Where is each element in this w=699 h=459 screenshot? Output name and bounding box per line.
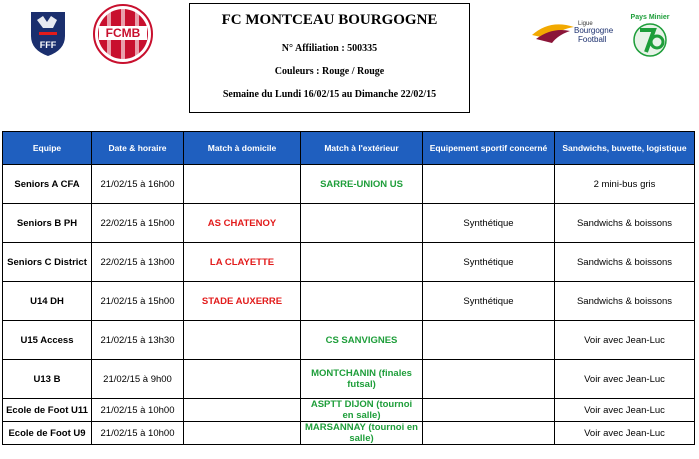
ligue-line3: Football [578, 35, 607, 44]
table-row [3, 399, 695, 422]
equipment-cell [423, 399, 555, 422]
fff-logo [27, 8, 69, 58]
column-header-away: Match à l'extérieur [301, 132, 423, 165]
logistics-cell: Voir avec Jean-Luc [555, 360, 695, 399]
table-row [3, 204, 695, 243]
logistics-cell: Sandwichs & boissons [555, 204, 695, 243]
logistics-cell: Sandwichs & boissons [555, 282, 695, 321]
away-match-cell: SARRE-UNION US [301, 165, 423, 204]
logistics-cell: Sandwichs & boissons [555, 243, 695, 282]
home-match-cell [184, 360, 301, 399]
column-header-equipment: Equipement sportif concerné [423, 132, 555, 165]
fcmb-logo-text: FCMB [105, 26, 141, 40]
fcmb-logo [93, 4, 153, 64]
date-cell: 21/02/15 à 10h00 [92, 399, 184, 422]
logistics-cell: 2 mini-bus gris [555, 165, 695, 204]
away-match-cell: CS SANVIGNES [301, 321, 423, 360]
date-cell: 21/02/15 à 10h00 [92, 422, 184, 445]
colors-line: Couleurs : Rouge / Rouge [274, 66, 385, 77]
logistics-cell: Voir avec Jean-Luc [555, 321, 695, 360]
away-match-cell: MARSANNAY (tournoi en salle) [301, 422, 423, 445]
pays-minier-text: Pays Minier [630, 14, 670, 21]
away-match-cell: ASPTT DIJON (tournoi en salle) [301, 399, 423, 422]
date-cell: 21/02/15 à 13h30 [92, 321, 184, 360]
header-box [189, 3, 470, 113]
column-header-home: Match à domicile [184, 132, 301, 165]
date-cell: 22/02/15 à 13h00 [92, 243, 184, 282]
week-line: Semaine du Lundi 16/02/15 au Dimanche 22/02/15 [222, 89, 437, 100]
team-cell: U15 Access [3, 321, 92, 360]
team-cell: Ecole de Foot U11 [3, 399, 92, 422]
equipment-cell [423, 360, 555, 399]
date-cell: 21/02/15 à 9h00 [92, 360, 184, 399]
away-match-cell: MONTCHANIN (finales futsal) [301, 360, 423, 399]
equipment-cell: Synthétique [423, 204, 555, 243]
equipment-cell: Synthétique [423, 282, 555, 321]
table-row [3, 422, 695, 445]
column-header-logistics: Sandwichs, buvette, logistique [555, 132, 695, 165]
table-row [3, 282, 695, 321]
equipment-cell [423, 165, 555, 204]
fff-logo-text: FFF [39, 40, 57, 50]
equipment-cell [423, 422, 555, 445]
table-header-row [3, 132, 695, 165]
column-header-date: Date & horaire [92, 132, 184, 165]
home-match-cell [184, 422, 301, 445]
ligue-bourgogne-logo [530, 17, 614, 45]
affiliation-line: N° Affiliation : 500335 [281, 43, 378, 54]
logistics-cell: Voir avec Jean-Luc [555, 399, 695, 422]
equipment-cell: Synthétique [423, 243, 555, 282]
logistics-cell: Voir avec Jean-Luc [555, 422, 695, 445]
date-cell: 21/02/15 à 15h00 [92, 282, 184, 321]
team-cell: Ecole de Foot U9 [3, 422, 92, 445]
team-cell: Seniors A CFA [3, 165, 92, 204]
home-match-cell: STADE AUXERRE [184, 282, 301, 321]
date-cell: 22/02/15 à 15h00 [92, 204, 184, 243]
table-row [3, 243, 695, 282]
pays-minier-logo [624, 12, 676, 60]
home-match-cell [184, 321, 301, 360]
schedule-table [2, 131, 695, 445]
table-row [3, 165, 695, 204]
column-header-team: Equipe [3, 132, 92, 165]
table-row [3, 360, 695, 399]
ligue-line2: Bourgogne [574, 26, 614, 35]
home-match-cell [184, 165, 301, 204]
table-row [3, 321, 695, 360]
home-match-cell: LA CLAYETTE [184, 243, 301, 282]
away-match-cell [301, 243, 423, 282]
team-cell: Seniors B PH [3, 204, 92, 243]
ligue-line1: Ligue [578, 21, 593, 27]
date-cell: 21/02/15 à 16h00 [92, 165, 184, 204]
team-cell: U14 DH [3, 282, 92, 321]
team-cell: U13 B [3, 360, 92, 399]
home-match-cell: AS CHATENOY [184, 204, 301, 243]
away-match-cell [301, 282, 423, 321]
team-cell: Seniors C District [3, 243, 92, 282]
home-match-cell [184, 399, 301, 422]
equipment-cell [423, 321, 555, 360]
club-name: FC MONTCEAU BOURGOGNE [221, 12, 438, 28]
away-match-cell [301, 204, 423, 243]
